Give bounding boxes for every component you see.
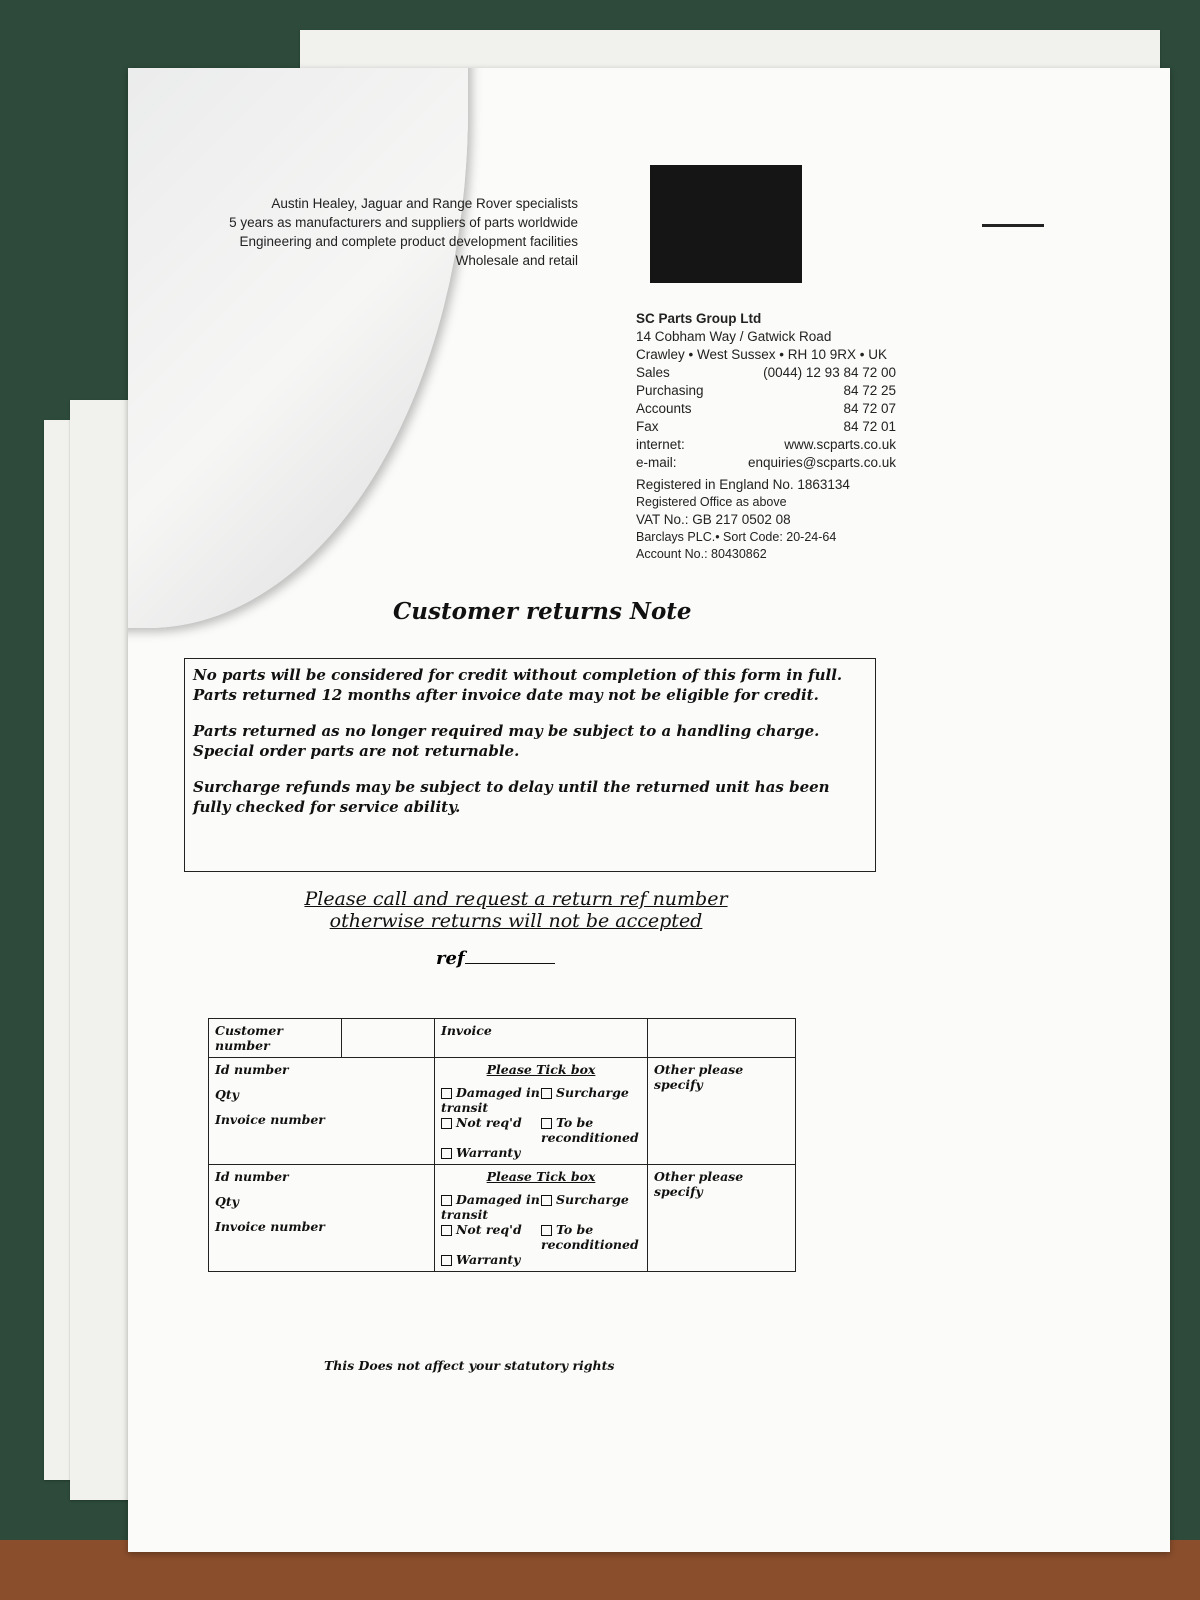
contact-label: Purchasing bbox=[636, 383, 704, 398]
checkbox-icon[interactable] bbox=[441, 1195, 452, 1206]
checkbox-icon[interactable] bbox=[441, 1225, 452, 1236]
contact-value: enquiries@scparts.co.uk bbox=[747, 455, 896, 470]
company-address-line: Crawley • West Sussex • RH 10 9RX • UK bbox=[636, 347, 888, 362]
curled-page-corner bbox=[128, 68, 468, 628]
contact-row bbox=[636, 436, 896, 454]
contact-label: internet: bbox=[636, 437, 685, 452]
ref-label: ref bbox=[436, 948, 465, 969]
checkbox-icon[interactable] bbox=[541, 1118, 552, 1129]
checkbox-icon[interactable] bbox=[441, 1118, 452, 1129]
option-label: Warranty bbox=[456, 1252, 521, 1267]
invoice-number-label: Invoice number bbox=[215, 1219, 325, 1234]
tagline-line: Engineering and complete product development facilities bbox=[239, 234, 578, 249]
option-label: Not req'd bbox=[456, 1222, 522, 1237]
option-label: Surcharge bbox=[556, 1085, 629, 1100]
warranty-option[interactable] bbox=[441, 1252, 541, 1267]
contact-row bbox=[636, 400, 896, 418]
qty-label: Qty bbox=[215, 1087, 239, 1102]
contact-label: e-mail: bbox=[636, 455, 677, 470]
option-label: To be reconditioned bbox=[541, 1115, 639, 1145]
registration-number: Registered in England No. 1863134 bbox=[636, 477, 850, 492]
contact-value: 84 72 25 bbox=[843, 383, 896, 398]
checkbox-icon[interactable] bbox=[441, 1255, 452, 1266]
notice-paragraph: Parts returned as no longer required may be subject to a handling charge. Special order parts are not returnable. bbox=[193, 722, 820, 760]
tick-box-heading: Please Tick box bbox=[486, 1062, 596, 1077]
vat-number: VAT No.: GB 217 0502 08 bbox=[636, 512, 791, 527]
option-label: Damaged in transit bbox=[441, 1192, 540, 1222]
invoice-number-label: Invoice number bbox=[215, 1112, 325, 1127]
not-reqd-option[interactable] bbox=[441, 1115, 541, 1145]
ref-blank-line[interactable] bbox=[465, 963, 555, 964]
instruction-line: Please call and request a return ref number bbox=[304, 888, 728, 910]
invoice-label: Invoice bbox=[435, 1019, 648, 1058]
other-specify-label: Other please specify bbox=[654, 1169, 744, 1199]
other-specify-cell[interactable] bbox=[648, 1058, 796, 1165]
option-label: Surcharge bbox=[556, 1192, 629, 1207]
option-label: Damaged in transit bbox=[441, 1085, 540, 1115]
account-number: Account No.: 80430862 bbox=[636, 547, 767, 561]
contact-value: 84 72 01 bbox=[843, 419, 896, 434]
not-reqd-option[interactable] bbox=[441, 1222, 541, 1252]
ref-field[interactable] bbox=[436, 948, 555, 969]
warranty-option[interactable] bbox=[441, 1145, 541, 1160]
invoice-field[interactable] bbox=[648, 1019, 796, 1058]
page-title: Customer returns Note bbox=[393, 598, 692, 625]
contact-row bbox=[636, 382, 896, 400]
margin-dash bbox=[982, 224, 1044, 227]
company-details bbox=[636, 310, 896, 563]
to-be-reconditioned-option[interactable] bbox=[541, 1222, 641, 1252]
id-number-label: Id number bbox=[215, 1062, 289, 1077]
checkbox-icon[interactable] bbox=[541, 1225, 552, 1236]
checkbox-icon[interactable] bbox=[441, 1148, 452, 1159]
contact-value: (0044) 12 93 84 72 00 bbox=[763, 365, 896, 380]
company-address-line: 14 Cobham Way / Gatwick Road bbox=[636, 329, 832, 344]
contact-row bbox=[636, 364, 896, 382]
damaged-option[interactable] bbox=[441, 1085, 541, 1115]
notice-paragraph: Surcharge refunds may be subject to delay until the returned unit has been fully checked for service ability. bbox=[193, 778, 830, 816]
damaged-option[interactable] bbox=[441, 1192, 541, 1222]
contact-value: www.scparts.co.uk bbox=[784, 437, 896, 452]
tick-box-cell bbox=[435, 1058, 648, 1165]
customer-number-label: Customer number bbox=[209, 1019, 342, 1058]
company-name: SC Parts Group Ltd bbox=[636, 311, 762, 326]
other-specify-cell[interactable] bbox=[648, 1165, 796, 1272]
item-details-cell[interactable] bbox=[209, 1165, 435, 1272]
contact-label: Accounts bbox=[636, 401, 692, 416]
instruction-line: otherwise returns will not be accepted bbox=[329, 910, 703, 932]
statutory-rights-note: This Does not affect your statutory rights bbox=[324, 1358, 615, 1373]
notice-paragraph: No parts will be considered for credit without completion of this form in full. Parts returned 12 months after invoice date may not be eligible for credit. bbox=[193, 666, 843, 704]
contact-row bbox=[636, 454, 896, 472]
customer-number-field[interactable] bbox=[342, 1019, 435, 1058]
registered-office: Registered Office as above bbox=[636, 495, 787, 509]
checkbox-icon[interactable] bbox=[441, 1088, 452, 1099]
option-label: Warranty bbox=[456, 1145, 521, 1160]
other-specify-label: Other please specify bbox=[654, 1062, 744, 1092]
tagline-line: 5 years as manufacturers and suppliers of parts worldwide bbox=[229, 215, 578, 230]
tagline-line: Austin Healey, Jaguar and Range Rover specialists bbox=[271, 196, 578, 211]
returns-form bbox=[208, 1018, 796, 1272]
return-ref-instruction bbox=[296, 888, 736, 932]
option-label: To be reconditioned bbox=[541, 1222, 639, 1252]
notice-box bbox=[184, 658, 876, 872]
tagline-line: Wholesale and retail bbox=[455, 253, 578, 268]
id-number-label: Id number bbox=[215, 1169, 289, 1184]
contact-label: Sales bbox=[636, 365, 670, 380]
qty-label: Qty bbox=[215, 1194, 239, 1209]
tick-box-cell bbox=[435, 1165, 648, 1272]
redacted-logo bbox=[650, 165, 802, 283]
contact-label: Fax bbox=[636, 419, 659, 434]
contact-row bbox=[636, 418, 896, 436]
contact-value: 84 72 07 bbox=[843, 401, 896, 416]
item-details-cell[interactable] bbox=[209, 1058, 435, 1165]
surcharge-option[interactable] bbox=[541, 1085, 641, 1115]
surcharge-option[interactable] bbox=[541, 1192, 641, 1222]
letterhead-tagline bbox=[229, 194, 578, 270]
checkbox-icon[interactable] bbox=[541, 1195, 552, 1206]
checkbox-icon[interactable] bbox=[541, 1088, 552, 1099]
bank-details: Barclays PLC.• Sort Code: 20-24-64 bbox=[636, 530, 837, 544]
to-be-reconditioned-option[interactable] bbox=[541, 1115, 641, 1145]
tick-box-heading: Please Tick box bbox=[486, 1169, 596, 1184]
returns-note-page bbox=[128, 68, 1170, 1552]
option-label: Not req'd bbox=[456, 1115, 522, 1130]
